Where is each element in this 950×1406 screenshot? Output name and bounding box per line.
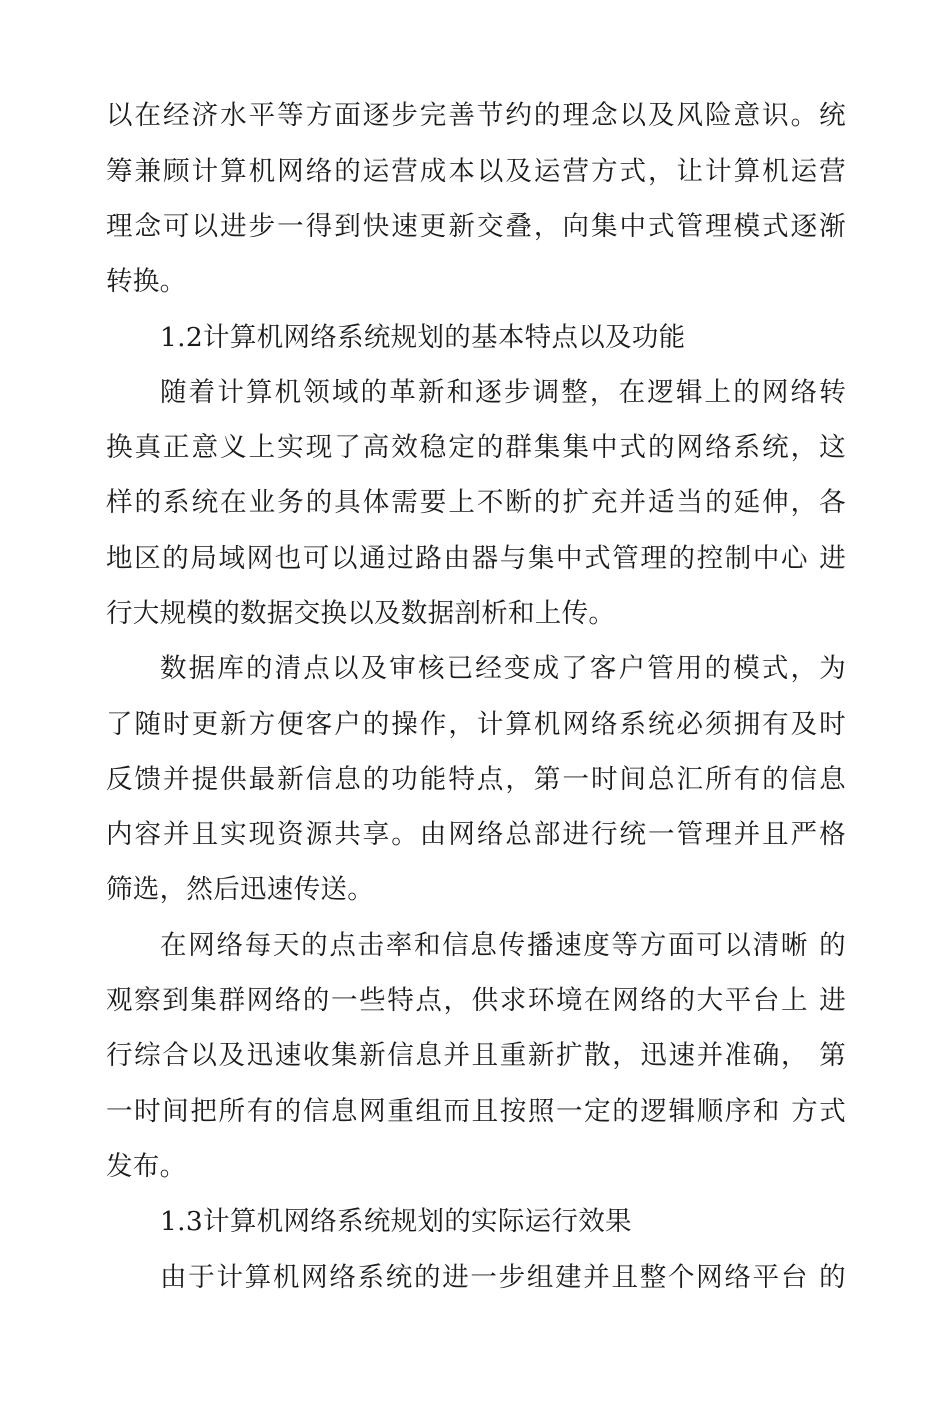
paragraph-line: 数据库的清点以及审核已经变成了客户管用的模式，为: [160, 653, 846, 684]
paragraph-line: 发布。: [106, 1151, 187, 1182]
section-heading: 1.3计算机网络系统规划的实际运行效果: [160, 1206, 632, 1237]
paragraph-line: 筹兼顾计算机网络的运营成本以及运营方式，让计算机运营: [106, 156, 846, 187]
paragraph-line: 一时间把所有的信息网重组而且按照一定的逻辑顺序和 方式: [106, 1096, 846, 1127]
paragraph-line: 筛选，然后迅速传送。: [106, 874, 374, 905]
paragraph-line: 了随时更新方便客户的操作，计算机网络系统必须拥有及时: [106, 709, 846, 740]
paragraph-line: 观察到集群网络的一些特点，供求环境在网络的大平台上 进: [106, 985, 846, 1016]
paragraph-line: 换真正意义上实现了高效稳定的群集集中式的网络系统，这: [106, 432, 846, 463]
paragraph-line: 理念可以进步一得到快速更新交叠，向集中式管理模式逐渐: [106, 211, 846, 242]
paragraph-line: 行大规模的数据交换以及数据剖析和上传。: [106, 598, 616, 629]
paragraph-line: 反馈并提供最新信息的功能特点，第一时间总汇所有的信息: [106, 764, 846, 795]
paragraph-line: 内容并且实现资源共享。由网络总部进行统一管理并且严格: [106, 819, 846, 850]
paragraph-line: 行综合以及迅速收集新信息并且重新扩散，迅速并准确， 第: [106, 1040, 846, 1071]
paragraph-line: 以在经济水平等方面逐步完善节约的理念以及风险意识。统: [106, 100, 846, 131]
paragraph-line: 样的系统在业务的具体需要上不断的扩充并适当的延伸，各: [106, 487, 846, 518]
paragraph-line: 转换。: [106, 266, 187, 297]
section-heading: 1.2计算机网络系统规划的基本特点以及功能: [160, 322, 686, 353]
paragraph-line: 地区的局域网也可以通过路由器与集中式管理的控制中心 进: [106, 543, 846, 574]
paragraph-line: 由于计算机网络系统的进一步组建并且整个网络平台 的: [160, 1262, 846, 1293]
paragraph-line: 在网络每天的点击率和信息传播速度等方面可以清晰 的: [160, 930, 846, 961]
paragraph-line: 随着计算机领域的革新和逐步调整，在逻辑上的网络转: [160, 377, 846, 408]
